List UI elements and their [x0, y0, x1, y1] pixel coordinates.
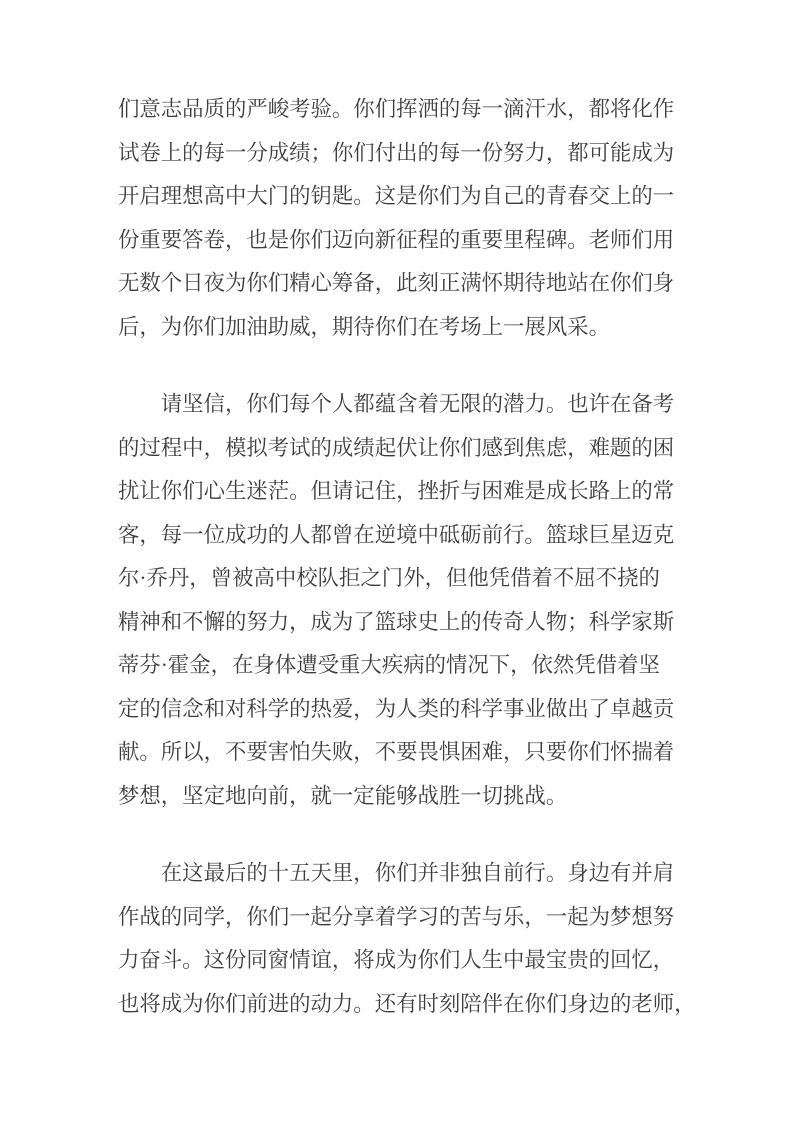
paragraph	[118, 88, 678, 349]
paragraph	[118, 852, 696, 1026]
text-line: 力奋斗。这份同窗情谊，将成为你们人生中最宝贵的回忆，	[118, 948, 675, 972]
text-line: 献。所以，不要害怕失败，不要畏惧困难，只要你们怀揣着	[118, 740, 675, 764]
text-line: 无数个日夜为你们精心筹备，此刻正满怀期待地站在你们身	[118, 271, 675, 295]
text-line: 尔·乔丹，曾被高中校队拒之门外，但他凭借着不屈不挠的	[118, 566, 660, 590]
text-line: 客，每一位成功的人都曾在逆境中砥砺前行。篮球巨星迈克	[118, 522, 675, 547]
text-line: 开启理想高中大门的钥匙。这是你们为自己的青春交上的一	[118, 184, 675, 208]
paragraph	[118, 383, 678, 818]
text-line: 精神和不懈的努力，成为了篮球史上的传奇人物；科学家斯	[118, 609, 675, 634]
text-line: 作战的同学，你们一起分享着学习的苦与乐，一起为梦想努	[118, 904, 675, 929]
text-line: 后，为你们加油助威，期待你们在考场上一展风采。	[118, 314, 610, 339]
text-line: 蒂芬·霍金，在身体遭受重大疾病的情况下，依然凭借着坚	[118, 653, 660, 677]
text-line: 定的信念和对科学的热爱，为人类的科学事业做出了卓越贡	[118, 696, 675, 721]
document-body	[118, 88, 696, 1026]
text-line: 梦想，坚定地向前，就一定能够战胜一切挑战。	[118, 783, 568, 808]
text-line: 也将成为你们前进的动力。还有时刻陪伴在你们身边的老师，	[118, 991, 696, 1016]
text-line: 们意志品质的严峻考验。你们挥洒的每一滴汗水，都将化作	[118, 97, 675, 121]
text-line: 试卷上的每一分成绩；你们付出的每一份努力，都可能成为	[118, 140, 675, 165]
text-line: 扰让你们心生迷茫。但请记住，挫折与困难是成长路上的常	[118, 479, 675, 503]
text-line: 的过程中，模拟考试的成绩起伏让你们感到焦虑，难题的困	[118, 435, 675, 460]
text-line: 请坚信，你们每个人都蕴含着无限的潜力。也许在备考	[118, 392, 675, 416]
text-line: 在这最后的十五天里，你们并非独自前行。身边有并肩	[118, 861, 675, 885]
text-line: 份重要答卷，也是你们迈向新征程的重要里程碑。老师们用	[118, 227, 675, 252]
